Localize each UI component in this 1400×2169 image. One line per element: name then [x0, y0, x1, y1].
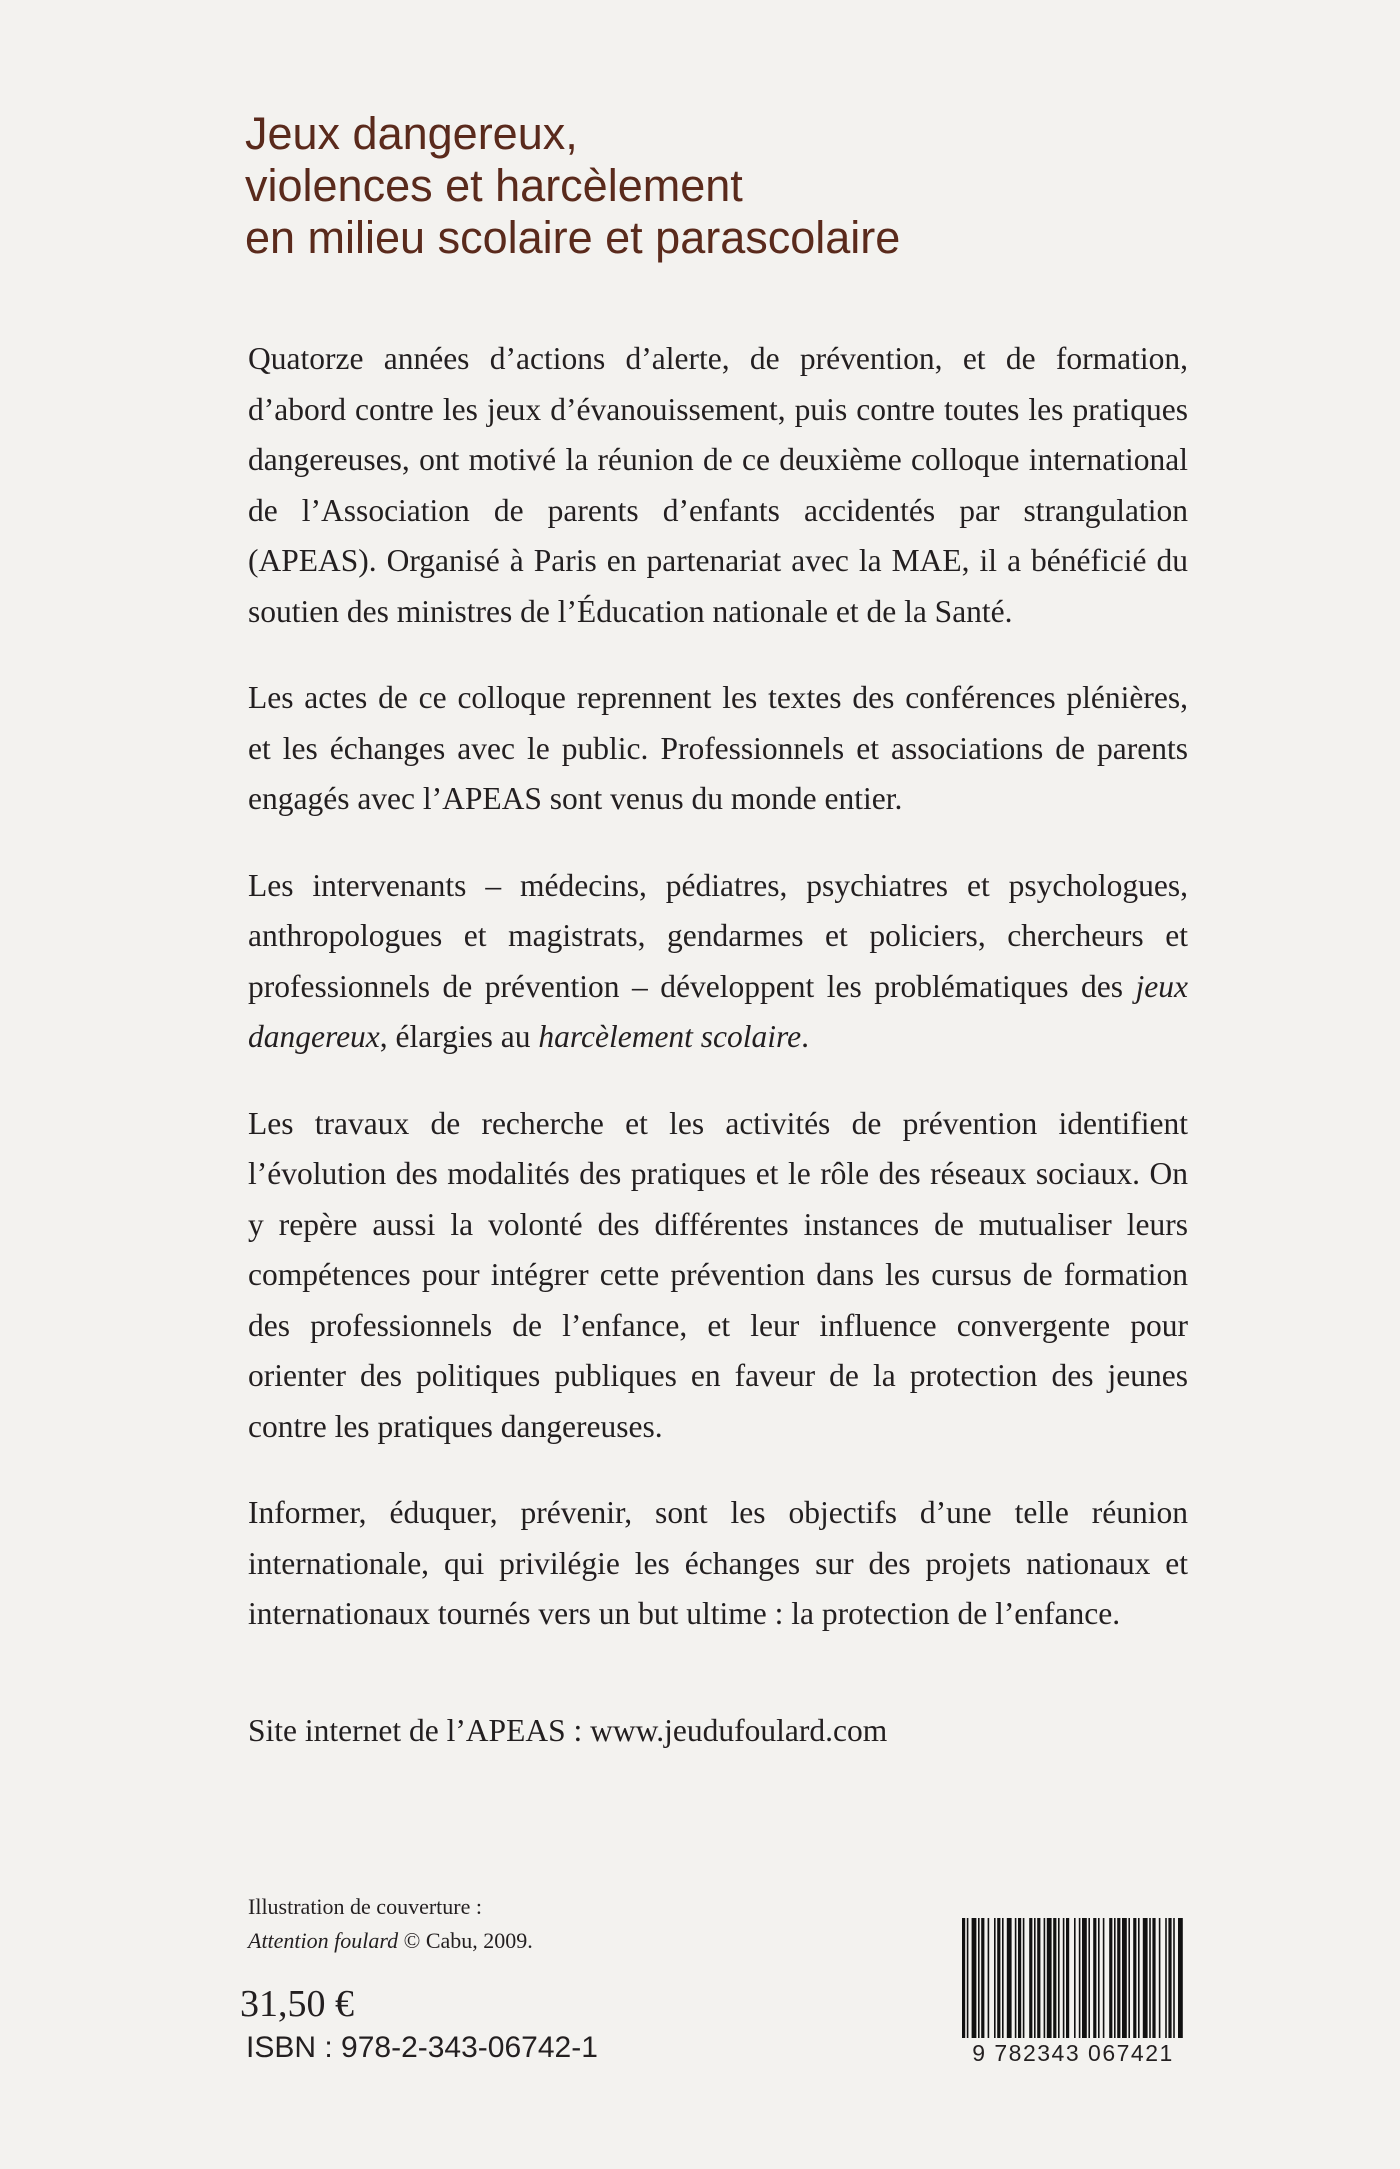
title-line-2: violences et harcèlement — [245, 160, 743, 211]
paragraph-1: Quatorze années d’actions d’alerte, de prévention, et de formation, d’abord contre les jeux d’évanouissement, puis contre toutes les pratiques dangereuses, ont motivé la réunion de ce deuxième colloque international de l’Association de parents d’enfants accidentés par strangulation (APEAS). Organisé à Paris en partenariat avec la MAE, il a bénéficié du soutien des ministres de l’Éducation nationale et de la Santé. — [248, 341, 1188, 629]
barcode-bar — [994, 1918, 996, 2038]
credit-work: Attention foulard — [248, 1928, 399, 1953]
barcode-bar — [1165, 1918, 1167, 2038]
barcode-bar — [1103, 1918, 1105, 2038]
barcode-bar — [1074, 1918, 1076, 2038]
credit-line — [248, 1924, 533, 1958]
barcode-bar — [1138, 1918, 1140, 2038]
credit-author: © Cabu, 2009. — [398, 1928, 533, 1953]
cover-credit — [248, 1890, 533, 1958]
barcode-bar — [1098, 1918, 1100, 2038]
paragraph-3-italic-a: jeux dangereux — [248, 968, 1188, 1054]
paragraph-3 — [248, 861, 1188, 1063]
barcode-bar — [1023, 1918, 1025, 2038]
barcode-bar — [1152, 1918, 1155, 2038]
title-line-1: Jeux dangereux, — [245, 108, 578, 159]
barcode-bar — [1018, 1918, 1021, 2038]
barcode-bar — [997, 1918, 1000, 2038]
barcode-bar — [981, 1918, 984, 2038]
paragraph-4: Les travaux de recherche et les activités de prévention identifient l’évolution des modalités des pratiques et le rôle des réseaux sociaux. On y repère aussi la volonté des différentes instances de mutualiser leurs compétences pour intégrer cette prévention dans les cursus de formation des professionnels de l’enfance, et leur influence convergente pour orienter des politiques publiques en faveur de la protection des jeunes contre les pratiques dangereuses. — [248, 1105, 1188, 1444]
barcode-bar — [1002, 1918, 1004, 2038]
paragraph-3-text-a: Les intervenants – médecins, pédiatres, psychiatres et psychologues, anthropologues et magistrats, gendarmes et policiers, chercheurs et professionnels de prévention – développent les problématiques des — [248, 867, 1188, 1004]
paragraph-5: Informer, éduquer, prévenir, sont les objectifs d’une telle réunion internationale, qui privilégie les échanges sur des projets nationaux et internationaux tournés vers un but ultime : la protection de l’enfance. — [248, 1495, 1188, 1631]
credit-label: Illustration de couverture : — [248, 1894, 482, 1919]
barcode-bar — [1015, 1918, 1017, 2038]
barcode-bar — [1037, 1918, 1040, 2038]
price: 31,50 € — [240, 1983, 354, 2025]
blurb — [248, 334, 1188, 1792]
barcode-bar — [1133, 1918, 1136, 2038]
barcode-bar — [1159, 1918, 1161, 2038]
barcode-bar — [1149, 1918, 1151, 2038]
barcode-bar — [1143, 1918, 1148, 2038]
barcode-bar — [1063, 1918, 1065, 2038]
barcode-bar — [1007, 1918, 1012, 2038]
barcode-bar — [1168, 1918, 1171, 2038]
barcode-icon — [960, 1918, 1186, 2038]
barcode-bar — [1066, 1918, 1069, 2038]
paragraph-2: Les actes de ce colloque reprennent les textes des conférences plénières, et les échanges avec le public. Professionnels et associations de parents engagés avec l’APEAS sont venus du monde entier. — [248, 680, 1188, 816]
barcode-bar — [967, 1918, 969, 2038]
barcode-bar — [1093, 1918, 1096, 2038]
barcode-bar — [1079, 1918, 1081, 2038]
paragraph-3-text-b: , élargies au — [379, 1019, 539, 1054]
barcode-bar — [1053, 1918, 1056, 2038]
barcode-bar — [1058, 1918, 1060, 2038]
barcode-bar — [1088, 1918, 1090, 2038]
barcode-bar — [1173, 1918, 1175, 2038]
website-line: Site internet de l’APEAS : www.jeudufoulard.com — [248, 1712, 888, 1748]
barcode-bar — [1029, 1918, 1032, 2038]
book-title — [245, 108, 1245, 264]
paragraph-3-italic-b: harcèlement scolaire — [538, 1019, 802, 1054]
barcode-bar — [1128, 1918, 1130, 2038]
barcode-bar — [978, 1918, 980, 2038]
barcode-bar — [1122, 1918, 1127, 2038]
barcode-bar — [972, 1918, 977, 2038]
barcode-bar — [1178, 1918, 1183, 2038]
barcode-bar — [1082, 1918, 1087, 2038]
barcode-bar — [1047, 1918, 1052, 2038]
barcode-bar — [1117, 1918, 1120, 2038]
title-line-3: en milieu scolaire et parascolaire — [245, 212, 901, 263]
barcode-bar — [1034, 1918, 1036, 2038]
barcode-bar — [988, 1918, 990, 2038]
barcode-bar — [1044, 1918, 1046, 2038]
barcode-bar — [1114, 1918, 1116, 2038]
barcode-bar — [962, 1918, 965, 2038]
barcode-digits: 9 782343 067421 — [972, 2040, 1174, 2066]
barcode-bar — [1109, 1918, 1112, 2038]
paragraph-3-text-c: . — [801, 1019, 809, 1054]
isbn: ISBN : 978-2-343-06742-1 — [246, 2031, 598, 2064]
